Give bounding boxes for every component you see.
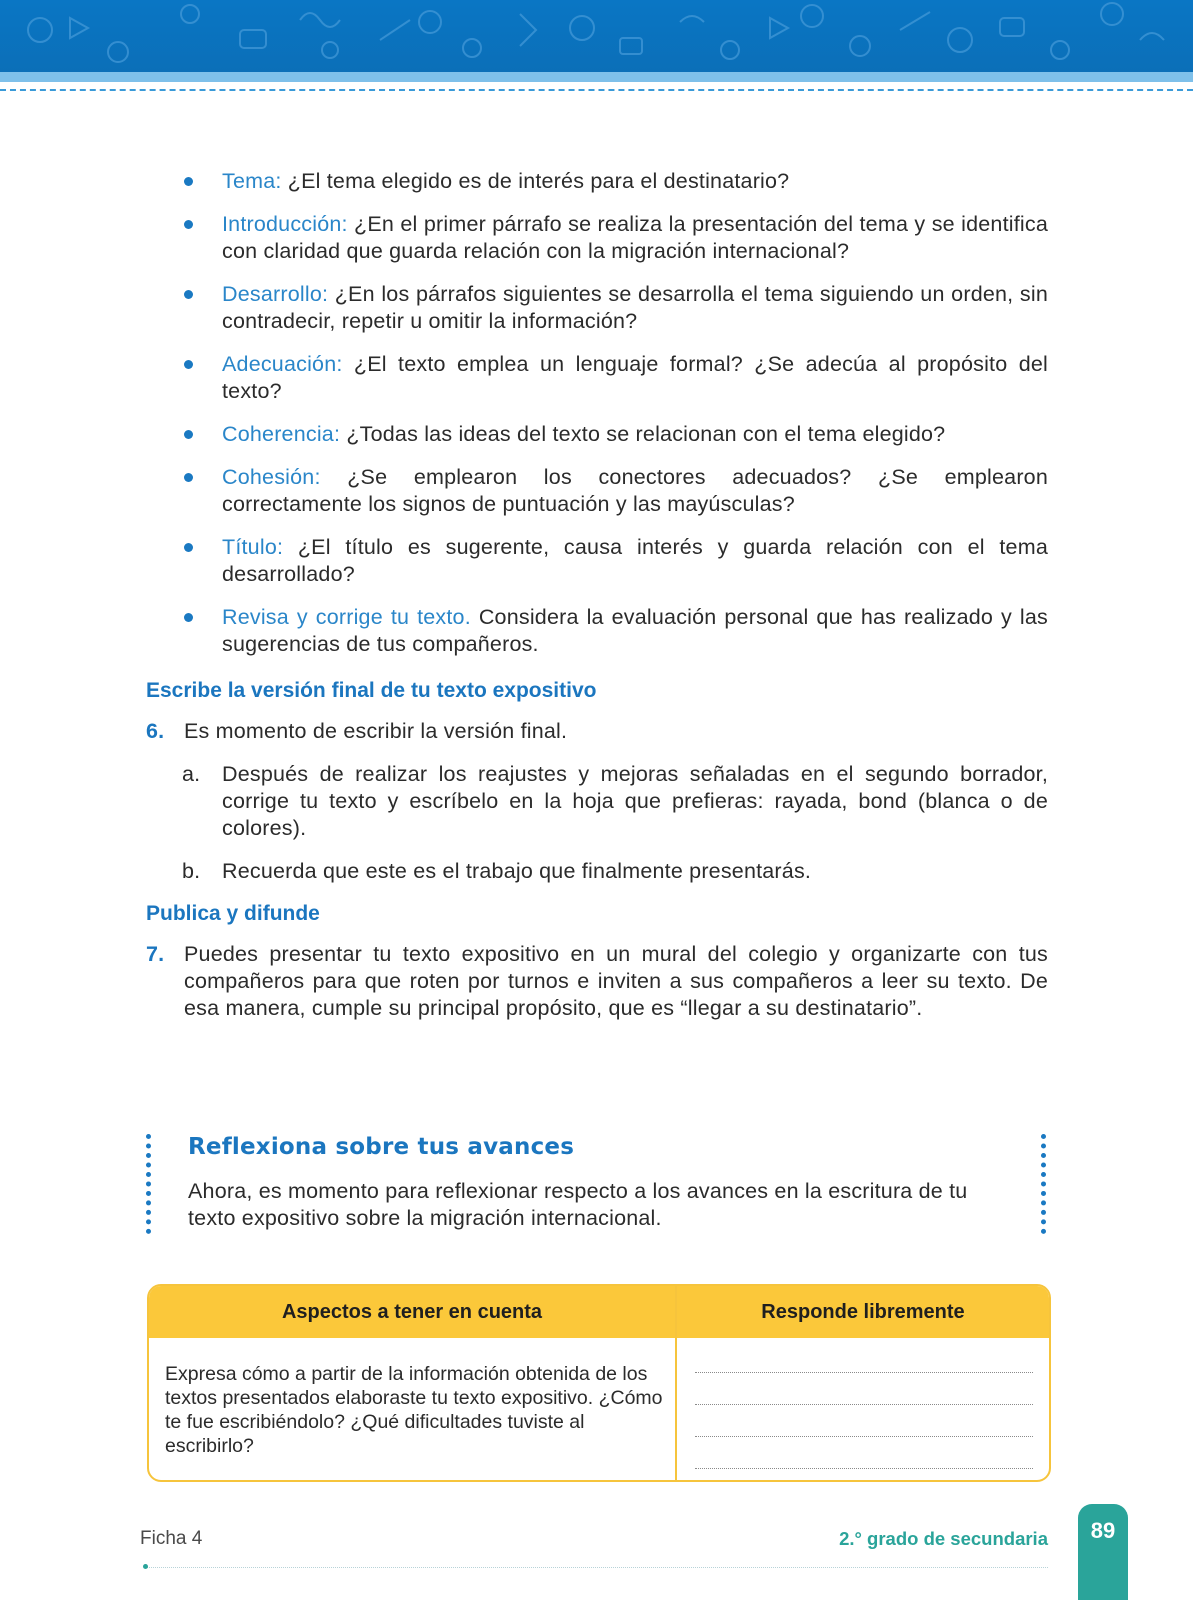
- item-text: Puedes presentar tu texto expositivo en un mural del colegio y organizarte con tus compañeros para que roten por turnos e inviten a sus compañeros a leer su texto. De esa manera, cumple su principal propósito, que es “llegar a su destinatario”.: [184, 942, 1048, 1020]
- dotted-border-right: [1041, 1134, 1046, 1234]
- item-text: ¿El título es sugerente, causa interés y guarda relación con el tema desarrollado?: [222, 535, 1048, 586]
- sub-item-label: a.: [182, 762, 201, 786]
- item-text: Es momento de escribir la versión final.: [184, 719, 568, 743]
- column-divider: [675, 1286, 677, 1480]
- list-item: [146, 281, 1048, 335]
- item-term: Desarrollo:: [222, 282, 329, 306]
- item-number: 6.: [146, 719, 165, 743]
- list-item: [146, 604, 1048, 658]
- checklist: [146, 168, 1048, 658]
- sub-list: [146, 761, 1048, 885]
- list-item: [146, 464, 1048, 518]
- sub-item: [146, 761, 1048, 842]
- doodle-pattern: [0, 0, 1193, 72]
- footer-rule: [146, 1567, 1048, 1568]
- header-dashed-rule: [0, 89, 1193, 91]
- item-number: 7.: [146, 942, 165, 966]
- bullet-icon: [184, 360, 193, 369]
- section-heading-final-version: Escribe la versión final de tu texto expositivo: [146, 679, 597, 702]
- table-header-response: Responde libremente: [761, 1301, 965, 1323]
- sub-item-text: Recuerda que este es el trabajo que finalmente presentarás.: [222, 859, 812, 883]
- table-header-aspects: Aspectos a tener en cuenta: [281, 1301, 543, 1323]
- footer-worksheet-label: Ficha 4: [140, 1528, 203, 1549]
- sub-item-label: b.: [182, 859, 201, 883]
- table-header-row: [149, 1286, 1049, 1338]
- reflection-table: [147, 1284, 1051, 1482]
- item-text: ¿Se emplearon los conectores adecuados? ¿Se emplearon correctamente los signos de puntuación y las mayúsculas?: [222, 465, 1048, 516]
- bullet-icon: [184, 473, 193, 482]
- list-item: [146, 168, 1048, 195]
- bullet-icon: [184, 543, 193, 552]
- list-item: [146, 211, 1048, 265]
- sub-item-text: Después de realizar los reajustes y mejoras señaladas en el segundo borrador, corrige tu texto y escríbelo en la hoja que prefieras: rayada, bond (blanca o de colores).: [222, 762, 1048, 840]
- item-term: Cohesión:: [222, 465, 321, 489]
- answer-line[interactable]: [695, 1436, 1033, 1437]
- main-content: [146, 168, 1048, 1038]
- reflection-title: Reflexiona sobre tus avances: [188, 1134, 575, 1160]
- bullet-icon: [184, 177, 193, 186]
- sub-item: [146, 858, 1048, 885]
- page-number: 89: [1090, 1518, 1116, 1543]
- footer-rule-dot: [143, 1564, 148, 1569]
- item-text: ¿El texto emplea un lenguaje formal? ¿Se adecúa al propósito del texto?: [222, 352, 1048, 403]
- dotted-border-left: [146, 1134, 151, 1234]
- reflection-body: Ahora, es momento para reflexionar respecto a los avances en la escritura de tu texto expositivo sobre la migración internacional.: [188, 1179, 968, 1230]
- list-item: [146, 534, 1048, 588]
- item-term: Adecuación:: [222, 352, 343, 376]
- answer-line[interactable]: [695, 1468, 1033, 1469]
- footer-grade-label: 2.° grado de secundaria: [839, 1528, 1048, 1549]
- item-term: Coherencia:: [222, 422, 341, 446]
- numbered-item-7: [146, 941, 1048, 1022]
- answer-line[interactable]: [695, 1372, 1033, 1373]
- numbered-item-6: [146, 718, 1048, 745]
- answer-line[interactable]: [695, 1404, 1033, 1405]
- table-cell-prompt: Expresa cómo a partir de la información obtenida de los textos presentados elaboraste tu texto expositivo. ¿Cómo te fue escribiéndolo? ¿Qué dificultades tuviste al escribirlo?: [165, 1363, 663, 1457]
- item-text: ¿En el primer párrafo se realiza la presentación del tema y se identifica con claridad que guarda relación con la migración internacional?: [222, 212, 1048, 263]
- item-text: Considera la evaluación personal que has realizado y las sugerencias de tus compañeros.: [222, 605, 1049, 656]
- bullet-icon: [184, 613, 193, 622]
- item-text: ¿En los párrafos siguientes se desarrolla el tema siguiendo un orden, sin contradecir, repetir u omitir la información?: [222, 282, 1048, 333]
- header-banner: [0, 0, 1193, 72]
- item-term: Introducción:: [222, 212, 348, 236]
- bullet-icon: [184, 220, 193, 229]
- section-heading-publish: Publica y difunde: [146, 902, 320, 925]
- list-item: [146, 351, 1048, 405]
- item-text: ¿Todas las ideas del texto se relacionan con el tema elegido?: [340, 422, 946, 446]
- bullet-icon: [184, 290, 193, 299]
- header-stripe: [0, 72, 1193, 82]
- page-number-tab: [1078, 1504, 1128, 1600]
- bullet-icon: [184, 430, 193, 439]
- item-term: Revisa y corrige tu texto.: [222, 605, 471, 629]
- item-term: Tema:: [222, 169, 282, 193]
- item-text: ¿El tema elegido es de interés para el destinatario?: [281, 169, 790, 193]
- item-term: Título:: [222, 535, 284, 559]
- reflection-box: [146, 1134, 1048, 1234]
- list-item: [146, 421, 1048, 448]
